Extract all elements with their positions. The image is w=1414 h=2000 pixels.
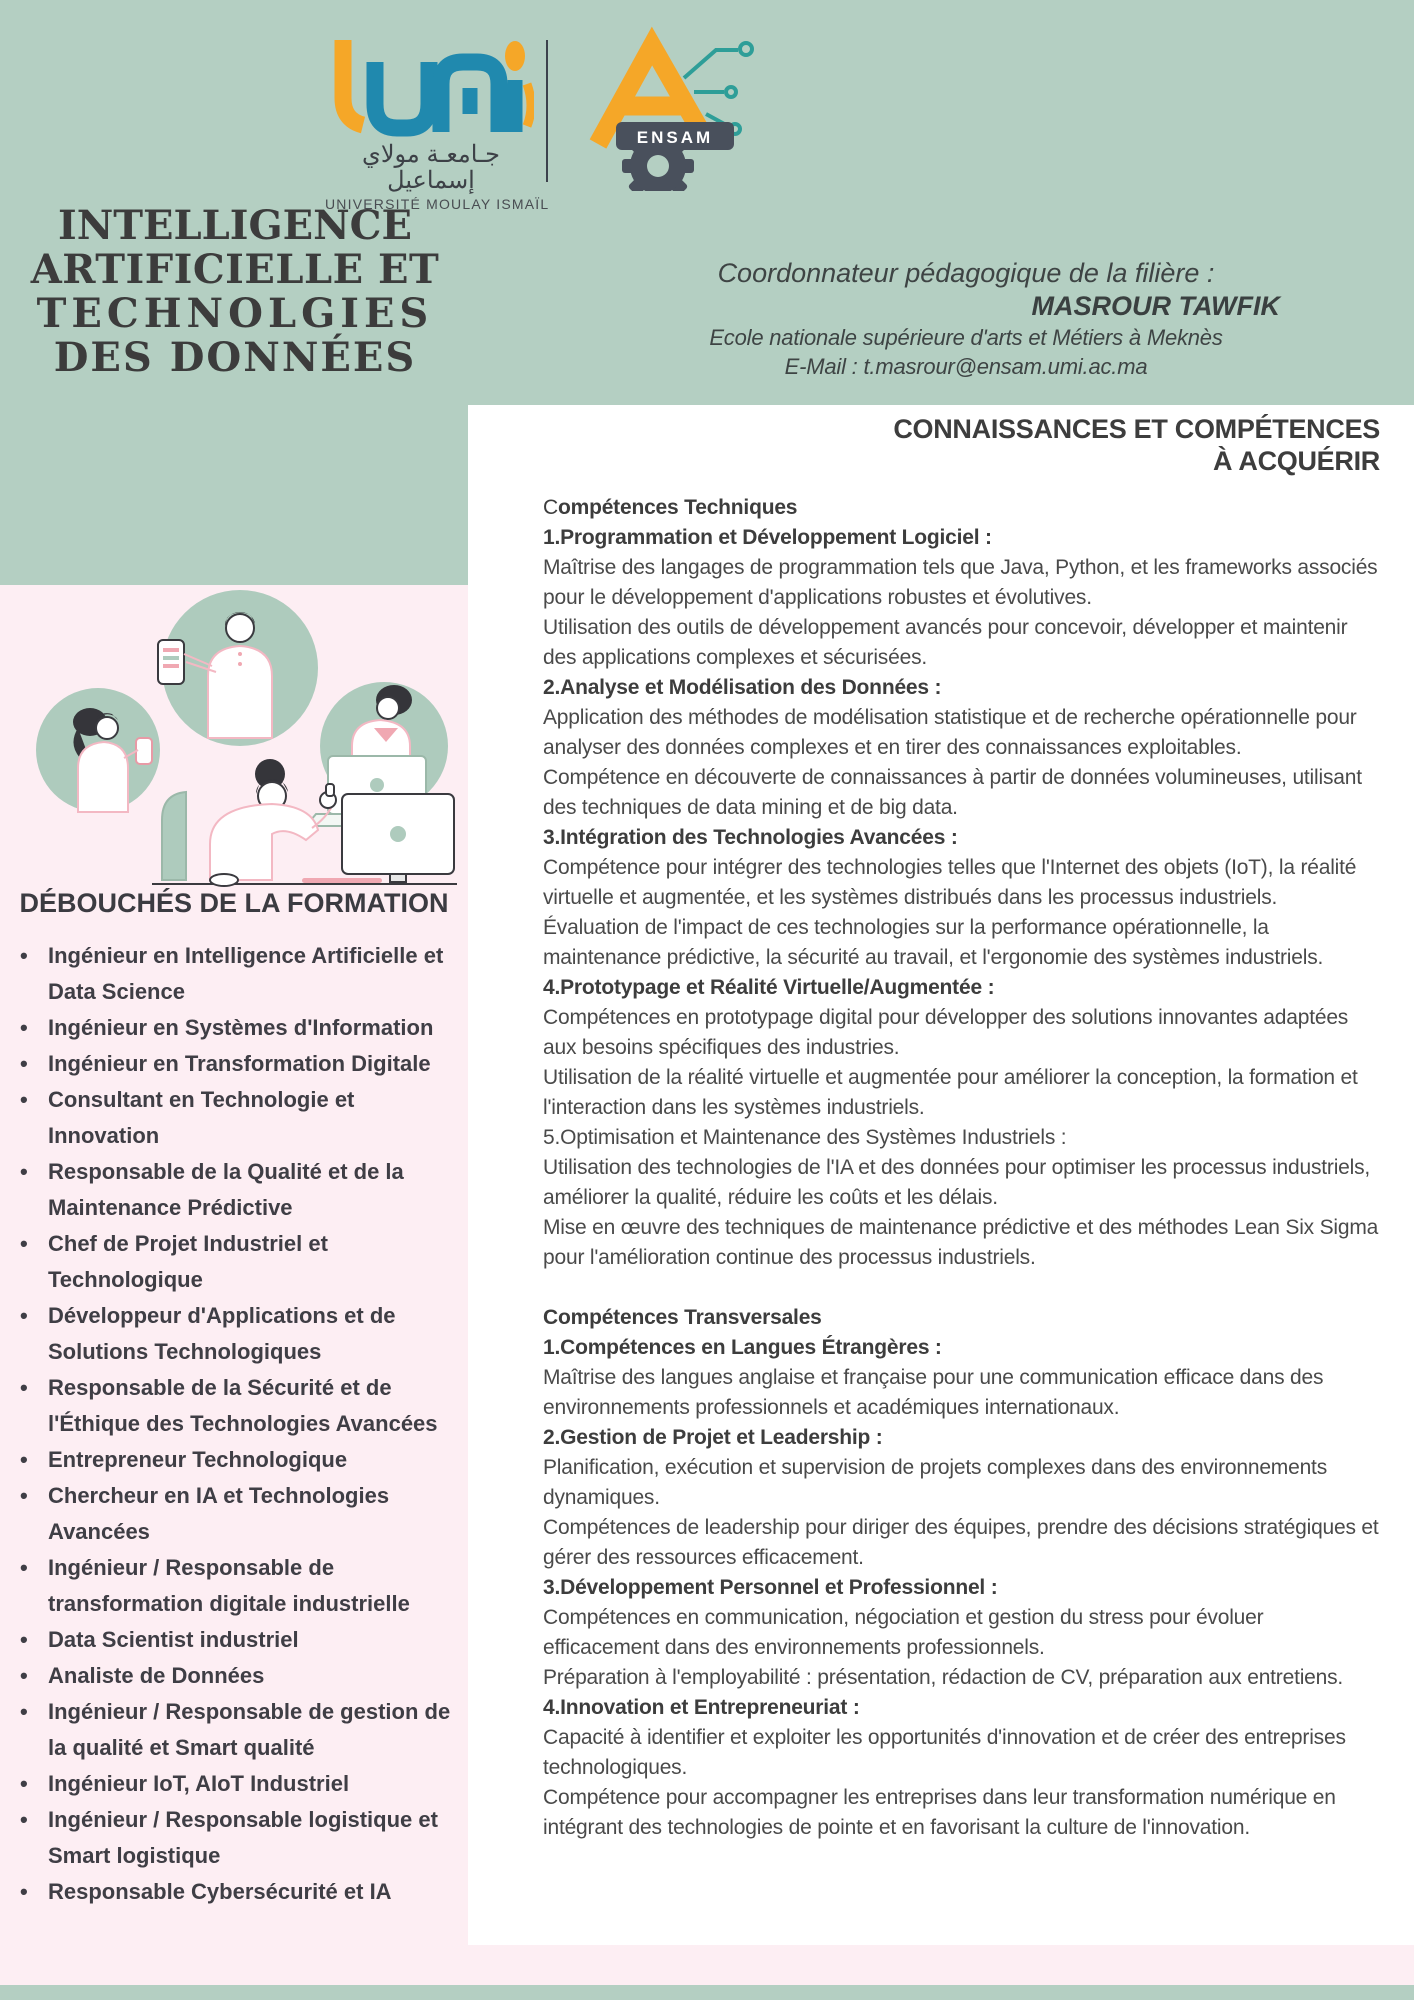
ensam-label: ENSAM bbox=[636, 128, 714, 147]
coordinator-name: MASROUR TAWFIK bbox=[1031, 291, 1280, 321]
jobs-list bbox=[28, 938, 452, 1910]
job-list-item: • Responsable Cybersécurité et IA bbox=[28, 1874, 452, 1910]
job-list-item: • Ingénieur / Responsable logistique et Smart logistique bbox=[28, 1802, 452, 1874]
umi-logo bbox=[325, 36, 550, 213]
section-heading: 4.Prototypage et Réalité Virtuelle/Augmentée : bbox=[543, 976, 995, 999]
group-title: Compétences Techniques bbox=[543, 496, 798, 519]
section-heading: 3.Développement Personnel et Professionnel : bbox=[543, 1576, 998, 1599]
job-list-item: • Ingénieur en Systèmes d'Information bbox=[28, 1010, 452, 1046]
job-list-item: • Responsable de la Sécurité et de l'Éthique des Technologies Avancées bbox=[28, 1370, 452, 1442]
team-illustration bbox=[12, 588, 457, 888]
body-paragraph: Compétence pour accompagner les entreprises dans leur transformation numérique en intégrant des technologies de pointe et en favorisant la culture de l'innovation. bbox=[543, 1786, 1336, 1839]
ensam-logo-icon bbox=[566, 26, 766, 191]
section-heading: 5.Optimisation et Maintenance des Systèmes Industriels : bbox=[543, 1126, 1067, 1149]
section-heading: 2.Analyse et Modélisation des Données : bbox=[543, 676, 942, 699]
umi-logo-icon bbox=[329, 36, 534, 140]
competences-content bbox=[543, 493, 1380, 1843]
section-heading: 4.Innovation et Entrepreneuriat : bbox=[543, 1696, 860, 1719]
body-paragraph: Utilisation des outils de développement avancés pour concevoir, développer et maintenir des applications complexes et sécurisées. bbox=[543, 616, 1348, 669]
ensam-logo bbox=[566, 26, 766, 191]
job-list-item: • Ingénieur / Responsable de gestion de la qualité et Smart qualité bbox=[28, 1694, 452, 1766]
job-list-item: • Ingénieur en Transformation Digitale bbox=[28, 1046, 452, 1082]
body-paragraph: Utilisation de la réalité virtuelle et augmentée pour améliorer la conception, la formation et l'interaction dans les systèmes industriels. bbox=[543, 1066, 1358, 1119]
body-paragraph: Compétence pour intégrer des technologies telles que l'Internet des objets (IoT), la réalité virtuelle et augmentée, et les systèmes distribués dans les processus industriels. bbox=[543, 856, 1357, 909]
panel-heading bbox=[543, 413, 1380, 477]
competence-group bbox=[543, 493, 1380, 1273]
body-paragraph: Mise en œuvre des techniques de maintenance prédictive et des méthodes Lean Six Sigma pour l'amélioration continue des processus industriels. bbox=[543, 1216, 1379, 1269]
section-heading: 1.Programmation et Développement Logiciel : bbox=[543, 526, 992, 549]
body-paragraph: Évaluation de l'impact de ces technologies sur la performance opérationnelle, la maintenance prédictive, la sécurité au travail, et l'ergonomie des systèmes industriels. bbox=[543, 916, 1324, 969]
job-list-item: • Chercheur en IA et Technologies Avancées bbox=[28, 1478, 452, 1550]
program-title-line: TECHNOLGIES bbox=[36, 290, 434, 337]
job-list-item: • Chef de Projet Industriel et Technologique bbox=[28, 1226, 452, 1298]
section-heading: 3.Intégration des Technologies Avancées : bbox=[543, 826, 958, 849]
coordinator-block bbox=[560, 256, 1372, 381]
umi-arabic-name: جـامعـة مولاي إسماعيل bbox=[362, 141, 500, 194]
section-heading: 1.Compétences en Langues Étrangères : bbox=[543, 1336, 942, 1359]
body-paragraph: Capacité à identifier et exploiter les opportunités d'innovation et de créer des entreprises technologiques. bbox=[543, 1726, 1346, 1779]
program-title-line: INTELLIGENCE bbox=[57, 202, 413, 249]
body-paragraph: Application des méthodes de modélisation statistique et de recherche opérationnelle pour analyser des données complexes et en tirer des connaissances exploitables. bbox=[543, 706, 1357, 759]
panel-heading-line1: CONNAISSANCES ET COMPÉTENCES bbox=[893, 414, 1380, 444]
body-paragraph: Compétences en communication, négociation et gestion du stress pour évoluer efficacement dans des environnements professionnels. bbox=[543, 1606, 1264, 1659]
body-paragraph: Compétences en prototypage digital pour développer des solutions innovantes adaptées aux besoins spécifiques des industries. bbox=[543, 1006, 1349, 1059]
job-list-item: • Développeur d'Applications et de Solutions Technologiques bbox=[28, 1298, 452, 1370]
body-paragraph: Utilisation des technologies de l'IA et des données pour optimiser les processus industriels, améliorer la qualité, réduire les coûts et les délais. bbox=[543, 1156, 1371, 1209]
coordinator-email: E-Mail : t.masrour@ensam.umi.ac.ma bbox=[784, 354, 1148, 379]
section-heading: 2.Gestion de Projet et Leadership : bbox=[543, 1426, 883, 1449]
body-paragraph: Maîtrise des langages de programmation tels que Java, Python, et les frameworks associés pour le développement d'applications robustes et évolutives. bbox=[543, 556, 1378, 609]
coordinator-role: Coordonnateur pédagogique de la filière : bbox=[717, 258, 1215, 288]
job-list-item: • Data Scientist industriel bbox=[28, 1622, 452, 1658]
program-title-line: ARTIFICIELLE ET bbox=[30, 246, 440, 293]
umi-latin-name: UNIVERSITÉ MOULAY ISMAÏL bbox=[325, 196, 550, 212]
body-paragraph: Compétences de leadership pour diriger des équipes, prendre des décisions stratégiques et gérer des ressources efficacement. bbox=[543, 1516, 1379, 1569]
page-title bbox=[28, 204, 442, 380]
coordinator-school: Ecole nationale supérieure d'arts et Métiers à Meknès bbox=[709, 325, 1223, 350]
panel-heading-line2: À ACQUÉRIR bbox=[1212, 446, 1380, 476]
program-title-line: DES DONNÉES bbox=[53, 334, 417, 381]
job-list-item: • Analiste de Données bbox=[28, 1658, 452, 1694]
debouches-heading: DÉBOUCHÉS DE LA FORMATION bbox=[19, 888, 449, 918]
competence-group bbox=[543, 1303, 1380, 1843]
job-list-item: • Ingénieur en Intelligence Artificielle et Data Science bbox=[28, 938, 452, 1010]
job-list-item: • Responsable de la Qualité et de la Maintenance Prédictive bbox=[28, 1154, 452, 1226]
job-list-item: • Entrepreneur Technologique bbox=[28, 1442, 452, 1478]
job-list-item: • Ingénieur IoT, AIoT Industriel bbox=[28, 1766, 452, 1802]
body-paragraph: Planification, exécution et supervision de projets complexes dans des environnements dynamiques. bbox=[543, 1456, 1327, 1509]
body-paragraph: Compétence en découverte de connaissances à partir de données volumineuses, utilisant des techniques de data mining et de big data. bbox=[543, 766, 1362, 819]
group-title: Compétences Transversales bbox=[543, 1306, 822, 1329]
content-panel bbox=[468, 405, 1414, 1945]
logo-divider bbox=[546, 40, 548, 182]
job-list-item: • Ingénieur / Responsable de transformation digitale industrielle bbox=[28, 1550, 452, 1622]
body-paragraph: Maîtrise des langues anglaise et française pour une communication efficace dans des environnements professionnels et académiques internationaux. bbox=[543, 1366, 1324, 1419]
footer-strip bbox=[0, 1985, 1414, 2000]
body-paragraph: Préparation à l'employabilité : présentation, rédaction de CV, préparation aux entretiens. bbox=[543, 1666, 1344, 1689]
job-list-item: • Consultant en Technologie et Innovation bbox=[28, 1082, 452, 1154]
